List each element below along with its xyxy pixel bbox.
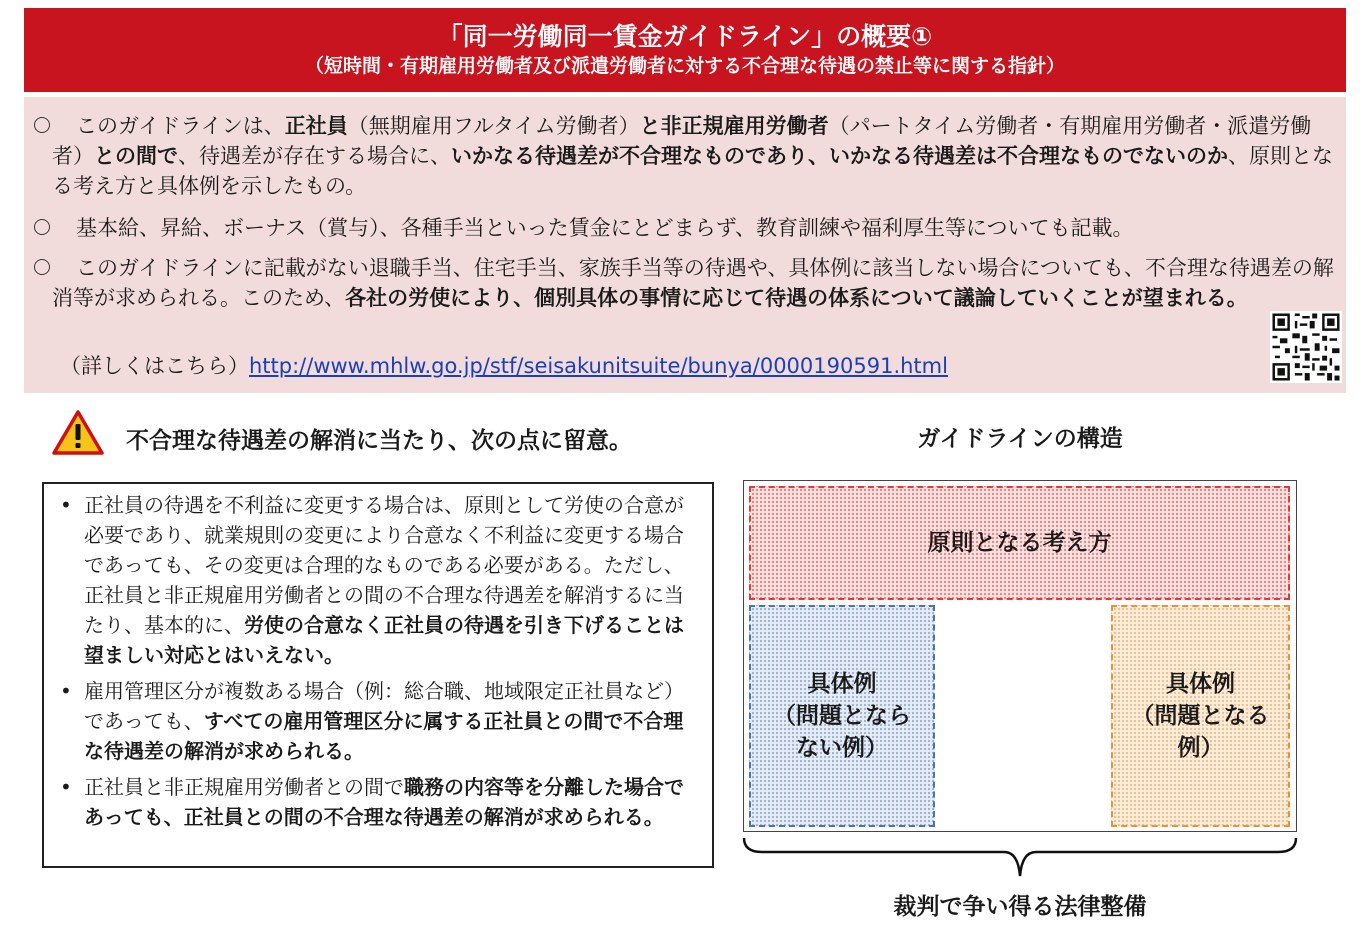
list-item: • 雇用管理区分が複数ある場合（例：総合職、地域限定正社員など）であっても、すべての雇用管理区分に属する正社員との間で不合理な待遇差の解消が求められる。 <box>58 676 698 766</box>
title-banner <box>24 8 1346 92</box>
example-ng-label: 具体例 <box>1166 671 1235 697</box>
guideline-link[interactable]: http://www.mhlw.go.jp/stf/seisakunitsuite/bunya/0000190591.html <box>249 354 948 378</box>
warning-title: 不合理な待遇差の解消に当たり、次の点に留意。 <box>126 428 632 454</box>
summary-paragraph-2: 基本給、昇給、ボーナス（賞与）、各種手当といった賃金にとどまらず、教育訓練や福利厚生等についても記載。 <box>76 216 1134 240</box>
bullet-circle-icon <box>34 219 50 235</box>
legal-label: 裁判で争い得る法律整備 <box>893 894 1147 920</box>
bullet-circle-icon <box>34 117 50 133</box>
example-ok-label: 具体例 <box>807 671 877 697</box>
notes-box <box>42 482 714 868</box>
list-item: • 正社員の待遇を不利益に変更する場合は、原則として労使の合意が必要であり、就業規則の変更により合意なく不利益に変更する場合であっても、その変更は合理的なものである必要がある。ただし、正社員と非正規雇用労働者との間の不合理な待遇差を解消するに当たり、基本的に、労使の合意なく正社員の待遇を引き下げることは望ましい対応とはいえない。 <box>58 490 698 670</box>
bullet-circle-icon <box>34 259 50 275</box>
summary-panel <box>24 97 1346 393</box>
principle-box <box>749 486 1290 600</box>
structure-title: ガイドラインの構造 <box>917 426 1123 452</box>
brace-icon <box>742 836 1298 880</box>
example-ok-label: ない例） <box>796 735 888 761</box>
summary-paragraph-3: このガイドラインに記載がない退職手当、住宅手当、家族手当等の待遇や、具体例に該当しない場合についても、不合理な待遇差の解消等が求められる。このため、各社の労使により、個別具体の事情に応じて待遇の体系について議論していくことが望まれる。 <box>52 256 1334 310</box>
example-ng-label: （問題となる <box>1131 703 1270 729</box>
summary-paragraph-1: このガイドラインは、正社員（無期雇用フルタイム労働者）と非正規雇用労働者（パートタイム労働者・有期雇用労働者・派遣労働者）との間で、待遇差が存在する場合に、いかなる待遇差が不合理なものであり、いかなる待遇差は不合理なものでないのか、原則となる考え方と具体例を示したもの。 <box>52 114 1333 198</box>
page-subtitle: （短時間・有期雇用労働者及び派遣労働者に対する不合理な待遇の禁止等に関する指針） <box>304 55 1065 77</box>
example-ok-box <box>749 605 935 827</box>
list-item: • 正社員と非正規雇用労働者との間で職務の内容等を分離した場合であっても、正社員との間の不合理な待遇差の解消が求められる。 <box>58 772 698 832</box>
example-ok-label: （問題となら <box>773 703 911 729</box>
structure-diagram <box>743 480 1297 832</box>
detail-line <box>60 351 948 381</box>
example-ng-box <box>1111 605 1290 827</box>
principle-label: 原則となる考え方 <box>927 530 1112 556</box>
detail-label: （詳しくはこちら） <box>60 354 249 378</box>
qr-code-icon <box>1270 311 1342 383</box>
example-ng-label: 例） <box>1177 735 1224 761</box>
notes-list <box>58 490 698 832</box>
page-title: 「同一労働同一賃金ガイドライン」の概要① <box>437 22 933 51</box>
warning-triangle-icon <box>52 410 104 456</box>
